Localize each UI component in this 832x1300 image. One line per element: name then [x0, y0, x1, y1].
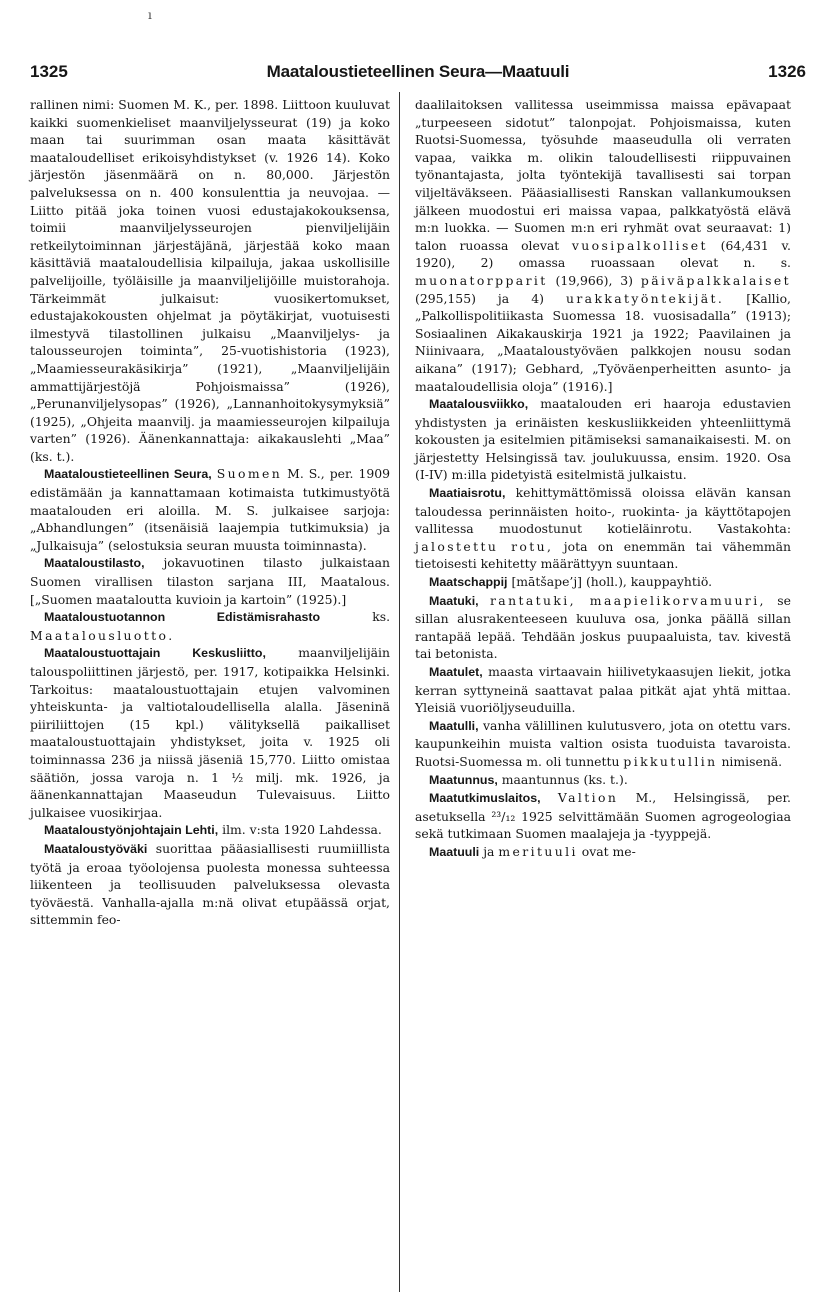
entry-maatulli	[415, 717, 791, 771]
spaced-text: urakkatyöntekijät.	[565, 290, 725, 306]
entry-body: kehittymättömissä oloissa elävän kansan taloudessa perinnäisten hoito-, ruokinta- ja käyttötapojen vallitessa muodostunut kotieläinrotu. Vastakohta:	[415, 485, 791, 537]
entry-body: vanha välillinen kulutusvero, jota on otettu vars. kaupunkeihin muista valtion osista tuoduista tavaroista. Ruotsi-Suomessa m. oli tunnettu	[415, 717, 791, 769]
column-divider	[399, 92, 400, 1292]
text-run: (64,431 v. 1920), 2) omassa ruoassaan olevat n. s.	[415, 237, 791, 271]
continued-paragraph: rallinen nimi: Suomen M. K., per. 1898. Liittoon kuuluvat kaikki suomenkieliset maanviljelysseurat (19) ja koko maan tai suurimman osan maata käsittävät maataloudelliset erikoisyhdistykset (v. 1926 14). Koko järjestön jäsenmäärä on n. 80,000. Järjestön palveluksessa on n. 400 konsulenttia ja neuvojaa. — Liitto pitää joka toinen vuosi edustajakokouksensa, toimii maanviljelysseurojen pienviljelijäin retkeilytoiminnan järjestäjänä, järjestää koko maan käsittäviä maataloudellisia kilpailuja, jakaa uskollisille palvelijoille, työläisille ja maanviljelijöille muistorahoja. Tärkeimmät julkaisut: vuosikertomukset, edustajakokousten ohjelmat ja pöytäkirjat, vuotuisesti ilmestyvä tilastollinen julkaisu „Maanviljelys- ja talousseurojen toiminta”, 25-vuotishistoria (1923), „Maamiesseurakäsikirja” (1921), „Maanviljelijäin ammattijärjestöjä Pohjoismaissa” (1926), „Perunanviljelysopas” (1926), „Lannanhoitokysymyksiä” (1925), „Ohjeita maanvilj. ja maamiesseurojen kilpailuja varten” (1926). Äänenkannattaja: aikakauslehti „Maa” (ks. t.).	[30, 97, 390, 464]
entry-maataloustuottajain-keskusliitto	[30, 644, 390, 821]
entry-headword: Maatiaisrotu,	[429, 486, 506, 501]
entry-body: ja	[479, 843, 499, 859]
right-column	[415, 96, 791, 862]
entry-maatuuli	[415, 843, 791, 862]
entry-maatulet	[415, 663, 791, 717]
entry-headword: Maatschappij	[429, 575, 508, 590]
entry-body: ilm. v:sta 1920 Lahdessa.	[218, 822, 382, 838]
entry-headword: Maatulet,	[429, 665, 483, 679]
entry-maataloustieteellinen-seura	[30, 465, 390, 554]
spaced-text: jalostettu rotu,	[415, 538, 554, 554]
entry-headword: Maataloustyönjohtajain Lehti,	[44, 823, 219, 838]
entry-headword: Maatulli,	[429, 718, 479, 733]
entry-headword: Maatutkimuslaitos,	[429, 791, 541, 806]
running-title: Maataloustieteellinen Seura—Maatuuli	[266, 62, 570, 81]
entry-body: maanviljelijäin talouspoliittinen järjestö, per. 1917, kotipaikka Helsinki. Tarkoitus: maataloustuottajain etujen valvominen yhteiskunta- ja valtiotaloudellisella alalla. Jäseninä piiriliittojen (15 kpl.) välityksellä paikalliset maataloustuottajain yhdistykset, joita v. 1925 oli toiminnassa 236 ja niissä jäseniä 15,770. Liitto omistaa säätiön, jossa varoja n. 1 ½ milj. mk. 1926, ja äänenkannattajan Maaseudun Tulevaisuus. Liitto julkaisee vuosikirjaa.	[30, 645, 390, 820]
entry-body: maasta virtaavain hiilivetykaasujen liekit, jotka kerran syttyneinä saattavat palaa pitkät ajat yhtä mittaa. Yleisiä vuoriöljyseuduilla.	[415, 664, 791, 716]
entry-body: maatalouden eri haaroja edustavien yhdistysten ja erinäisten keskusliikkeiden yhteenliittymä kokousten ja esitelmien pitämiseksi samanaikaisesti. M. on järjestetty Helsingissä tav. joulukuussa, ensim. 1920. Osa (I-IV) m:illa pidetyistä esitelmistä julkaistu.	[415, 396, 791, 483]
entry-maatiaisrotu	[415, 484, 791, 573]
stray-mark: ı	[148, 8, 152, 22]
entry-headword: Maataloustyöväki	[44, 841, 148, 856]
page-number-left: 1325	[30, 62, 68, 81]
entry-headword: Maataloustilasto,	[44, 556, 145, 571]
entry-headword: Maataloustuotannon Edistämisrahasto	[44, 610, 321, 625]
page-header	[30, 62, 806, 88]
entry-body: [mātšape’j] (holl.), kauppayhtiö.	[507, 574, 713, 590]
entry-headword: Maataloustieteellinen Seura,	[44, 467, 212, 482]
spaced-text: pikkutullin	[623, 753, 718, 769]
spaced-text: muonatorpparit	[415, 272, 548, 288]
entry-headword: Maatuki,	[429, 593, 479, 608]
entry-headword: Maatuuli	[429, 844, 480, 859]
entry-body: M., Helsingissä, per. asetuksella ²³/₁₂ 1925 selvittämään Suomen agrogeologiaa sekä tutkimaan Suomen maalajeja ja -tyyppejä.	[415, 790, 791, 842]
entry-body: maantunnus (ks. t.).	[497, 771, 628, 787]
entry-body: se sillan alusrakenteeseen kuuluva osa, jonka päällä sillan rantapää lepää. Tehdään joskus puupaaluista, tav. kivestä tai betonista.	[415, 592, 791, 662]
spaced-text: rantatuki, maapielikorvamuuri,	[489, 592, 766, 608]
text-run: (19,966), 3)	[547, 272, 641, 288]
entry-maatuki	[415, 592, 791, 663]
spaced-text: Valtion	[557, 790, 619, 806]
entry-maatunnus	[415, 771, 791, 790]
entry-maataloustyovaki	[30, 840, 390, 929]
entry-body: suorittaa pääasiallisesti ruumiillista työtä ja eroaa työolojensa puolesta monessa suhteessa liikenteen ja teollisuuden palveluksessa olevasta työväestä. Vanhalla-ajalla m:nä olivat etupäässä orjat, sittemmin feo-	[30, 840, 390, 928]
entry-body: jokavuotinen tilasto julkaistaan Suomen virallisen tilaston sarjana III, Maatalous. [„Suomen maataloutta kuvioin ja kartoin” (1925).]	[30, 555, 390, 607]
entry-maataloustilasto	[30, 554, 390, 608]
spaced-text: merituuli	[498, 843, 578, 859]
text-run: daalilaitoksen vallitessa useimmissa maissa epävapaat „turpeeseen sidotut” talonpojat. Pohjoismaissa, kuten Ruotsi-Suomessa, työsuhde maaseudulla oli verraten vapaa, vaikka m. olikin taloudellisesti riippuvainen työnantajasta, jolta työntekijä tavallisesti sai torpan viljeltäväkseen. Pääasiallisesti Ranskan vallankumouksen jälkeen muodostui eri maissa vapaa, palkkatyöstä elävä m:n luokka. — Suomen m:n eri ryhmät ovat seuraavat: 1) talon ruoassa olevat	[415, 97, 791, 253]
spaced-text: Maatalousluotto.	[30, 627, 175, 643]
entry-body: nimisenä.	[717, 753, 783, 769]
spaced-text: Suomen	[216, 466, 283, 482]
entry-maatutkimuslaitos	[415, 789, 791, 843]
page-number-right: 1326	[768, 62, 806, 81]
entry-headword: Maatunnus,	[429, 772, 498, 787]
text-run: (295,155) ja 4)	[415, 290, 566, 306]
entry-body: M. S., per. 1909 edistämään ja kannattamaan kotimaista tutkimustyötä maatalouden eri aloilla. M. S. julkaisee sarjoja: „Abhandlungen” (itsenäisiä laajempia tutkimuksia) ja „Julkaisuja” (selostuksia seuran muusta toiminnasta).	[30, 466, 390, 553]
text-run: [Kallio, „Palkollispolitiikasta Suomessa 18. vuosisadalla” (1913); Sosiaalinen Aikakauskirja 1921 ja 1922; Paavilainen ja Niinivaara, „Maataloustyöväen palkkojen nousu sodan aikana” (1917); Gebhard, „Työväenperheitten asunto- ja maataloudellisia oloja” (1916).]	[415, 290, 791, 394]
continued-paragraph	[415, 96, 791, 395]
entry-headword: Maatalousviikko,	[429, 397, 529, 412]
entry-body: jota on enemmän tai vähemmän tietoisesti kehitetty määrättyyn suuntaan.	[415, 538, 791, 572]
spaced-text: vuosipalkolliset	[571, 237, 708, 253]
spaced-text: päiväpalkkalaiset	[640, 272, 791, 288]
entry-maataloustyonjohtajain-lehti	[30, 821, 390, 840]
left-column	[30, 96, 390, 929]
entry-maatalousviikko	[415, 395, 791, 484]
entry-body: ks.	[320, 609, 391, 625]
entry-body: ovat me-	[577, 843, 636, 859]
entry-headword: Maataloustuottajain Keskusliitto,	[44, 646, 266, 661]
entry-maatschappij	[415, 573, 791, 592]
entry-maataloustuotannon-edistamisrahasto	[30, 608, 390, 644]
